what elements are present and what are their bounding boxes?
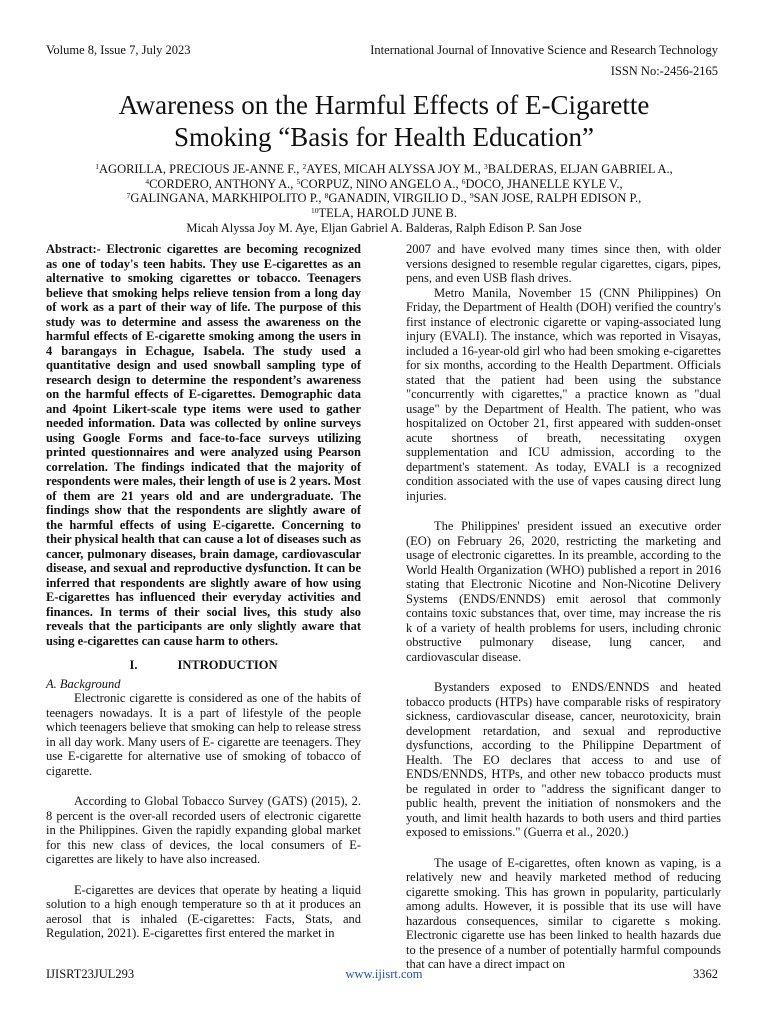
paper-title — [40, 89, 728, 153]
body-paragraph: 2007 and have evolved many times since then, with older versions designed to resemble regular cigarettes, cigars, pipes, pens, and even USB flash drives. — [406, 242, 721, 285]
author-name: AGORILLA, PRECIOUS JE-ANNE F., — [99, 162, 303, 176]
affiliation-mark: 2 — [302, 162, 307, 171]
paper-title-line-2: Smoking “Basis for Health Education” — [174, 122, 594, 152]
affiliation-mark: 3 — [484, 162, 488, 171]
subsection-heading: A. Background — [46, 676, 121, 691]
page-number: 3362 — [693, 967, 718, 981]
body-paragraph: According to Global Tobacco Survey (GATS) (2015), 2. 8 percent is the over-all recorded users of electronic cigarette in the Philippines. Given the rapidly expanding global market for this new class of devices, the local consumers of E-cigarettes are likely to have also increased. — [46, 794, 361, 866]
author-line — [40, 177, 728, 192]
section-number: I. — [129, 658, 138, 672]
author-name: TELA, HAROLD JUNE B. — [318, 205, 458, 220]
author-name: DOCO, JHANELLE KYLE V., — [465, 176, 623, 191]
author-name: GALINGANA, MARKHIPOLITO P., — [130, 191, 325, 205]
paper-code: IJISRT23JUL293 — [46, 967, 135, 981]
journal-name: International Journal of Innovative Science and Research Technology — [370, 43, 718, 57]
author-line — [40, 162, 728, 177]
author-name: SAN JOSE, RALPH EDISON P., — [473, 191, 642, 205]
affiliation-mark: 8 — [324, 191, 329, 200]
author-name: BALDERAS, ELJAN GABRIEL A., — [487, 162, 673, 176]
affiliation-mark: 9 — [469, 191, 474, 200]
body-paragraph: Bystanders exposed to ENDS/ENNDS and heated tobacco products (HTPs) have comparable risks of respiratory sickness, cardiovascular disease, cancer, neurotoxicity, brain development retardation, and sexual and reproductive dysfunctions, according to the Philippine Department of Health. The EO declares that access to and use of ENDS/ENNDS, HTPs, and other new tobacco products must be regulated in order to "address the significant danger to public health, prevent the initiation of nonsmokers and the youth, and limit health hazards to both users and third parties exposed to emissions." (Guerra et al., 2020.) — [406, 680, 721, 839]
abstract: Abstract:- Electronic cigarettes are becoming recognized as one of today's teen habits. They use E-cigarettes as an alternative to smoking cigarettes or tobacco. Teenagers believe that smoking helps relieve tension from a long day of work as a part of their way of life. The purpose of this study was to determine and assess the awareness on the harmful effects of E-cigarette smoking among the users in 4 barangays in Echague, Isabela. The study used a quantitative design and used snowball sampling type of research design to determine the respondent’s awareness on the harmful effects of E-cigarettes. Demographic data and 4point Likert-scale type items were used to gather needed information. Data was collected by online surveys using Google Forms and face-to-face surveys utilizing printed questionnaires and were analyzed using Pearson correlation. The findings indicated that the majority of respondents were males, their length of use is 2 years. Most of them are 21 years old and are undergraduate. The findings show that the respondents are slightly aware of the harmful effects of using E-cigarette. Concerning to their physical health that can cause a lot of diseases such as cancer, pulmonary diseases, brain damage, cardiovascular disease, and sexual and reproductive dysfunction. It can be inferred that respondents are slightly aware of how using E-cigarettes has influenced their everyday activities and finances. In terms of their social lives, this study also reveals that the participants are only slightly aware that using e-cigarettes can cause harm to others. — [46, 242, 361, 648]
affiliation-mark: 4 — [145, 176, 150, 186]
volume-issue: Volume 8, Issue 7, July 2023 — [46, 43, 191, 57]
author-line — [40, 206, 728, 221]
right-column — [406, 242, 721, 972]
affiliation-mark: 5 — [296, 176, 301, 186]
author-name: CORPUZ, NINO ANGELO A., — [300, 176, 462, 191]
author-name: AYES, MICAH ALYSSA JOY M., — [306, 162, 485, 176]
author-names-plain: Micah Alyssa Joy M. Aye, Eljan Gabriel A. Balderas, Ralph Edison P. San Jose — [186, 221, 582, 235]
issn-number: ISSN No:-2456-2165 — [610, 64, 718, 78]
author-name: GANADIN, VIRGILIO D., — [328, 191, 470, 205]
section-title: INTRODUCTION — [177, 658, 278, 672]
body-paragraph: Electronic cigarette is considered as one of the habits of teenagers nowadays. It is a part of lifestyle of the people which teenagers believe that smoking can help to release stress in all day work. Many users of E- cigarette are teenagers. They use E-cigarette for alternative use of smoking of tobacco of cigarette. — [46, 691, 361, 778]
author-name: CORDERO, ANTHONY A., — [149, 176, 297, 191]
left-column — [46, 242, 361, 941]
journal-url-link[interactable]: www.ijisrt.com — [345, 967, 423, 981]
body-paragraph: E-cigarettes are devices that operate by heating a liquid solution to a high enough temperature so th at it produces an aerosol that is inhaled (E-cigarettes: Facts, Stats, and Regulation, 2021). E-cigarettes first entered the market in — [46, 882, 361, 940]
author-list — [40, 162, 728, 236]
body-paragraph: The Philippines' president issued an executive order (EO) on February 26, 2020, restricting the marketing and usage of electronic cigarettes. In its preamble, according to the World Health Organization (WHO) published a report in 2016 stating that Electronic Nicotine and Non-Nicotine Delivery Systems (ENDS/ENNDS) emit aerosol that commonly contains toxic substances that, over time, may increase the ris k of a variety of health problems for users, including chronic obstructive pulmonary disease, lung cancer, and cardiovascular disease. — [406, 519, 721, 664]
affiliation-mark: 10 — [310, 205, 319, 215]
paper-title-line-1: Awareness on the Harmful Effects of E-Cigarette — [118, 90, 650, 120]
body-paragraph: Metro Manila, November 15 (CNN Philippines) On Friday, the Department of Health (DOH) verified the country's first instance of electronic cigarette or vaping-associated lung injury (EVALI). The instance, which was reported in Visayas, included a 16-year-old girl who had been smoking e-cigarettes for six months, according to the Health Department. Officials stated that the patient had been using the substance "concurrently with cigarettes," a practice known as "dual usage" by the Department of Health. The patient, who was hospitalized on October 21, first appeared with sudden-onset acute shortness of breath, necessitating oxygen supplementation and ICU admission, according to the department's statement. As today, EVALI is a recognized condition associated with the use of vapes causing direct lung injuries. — [406, 285, 721, 503]
affiliation-mark: 6 — [461, 176, 466, 186]
affiliation-mark: 7 — [126, 191, 131, 200]
author-line — [40, 191, 728, 206]
body-paragraph: The usage of E-cigarettes, often known as vaping, is a relatively new and heavily marketed method of reducing cigarette smoking. This has grown in popularity, particularly among adults. However, it is possible that its use will have hazardous consequences, similar to cigarette s moking. Electronic cigarette use has been linked to health hazards due to the presence of a number of potentially harmful compounds that can have a direct impact on — [406, 855, 721, 971]
section-heading — [46, 658, 361, 673]
affiliation-mark: 1 — [95, 162, 100, 171]
